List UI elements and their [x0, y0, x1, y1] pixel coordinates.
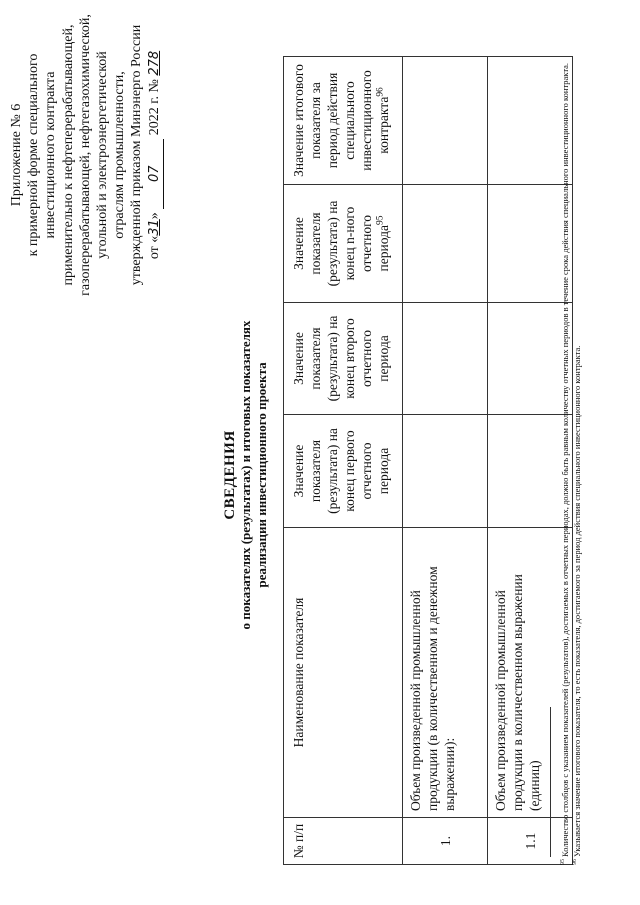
appendix-line: газоперерабатывающей, нефтегазохимической,	[77, 14, 93, 296]
date-prefix: от «	[146, 235, 162, 260]
appendix-line: угольной и электроэнергетической	[95, 51, 111, 259]
row-name: Объем произведенной промышленной продукции в количественном выражении (единиц)	[488, 528, 573, 818]
handwritten-month-field	[146, 139, 164, 209]
row-name: Объем произведенной промышленной продукции (в количественном и денежном выражении):	[403, 528, 488, 818]
footnote-ref-95: 95	[375, 215, 386, 226]
appendix-header	[8, 5, 164, 305]
title-line-2: реализации инвестиционного проекта	[254, 362, 269, 588]
footnote-text: Количество столбцов с указанием показателей (результатов), достигаемых в отчетных периодах, должно быть равным количеству отчетных периодов в течение срока действия специального инвестиционного контракта.	[560, 62, 570, 857]
header-name: Наименование показателя	[284, 528, 403, 818]
footnote-95	[560, 25, 571, 865]
date-year: 2022 г. №	[146, 79, 162, 136]
table-row	[403, 57, 488, 865]
appendix-line: инвестиционного контракта	[43, 71, 59, 239]
footnotes	[560, 25, 584, 865]
title-line-1: о показателях (результатах) и итоговых показателях	[238, 320, 253, 630]
footnote-separator	[550, 707, 551, 857]
appendix-line: применительно к нефтеперерабатывающей,	[60, 24, 76, 286]
table-header-row	[284, 57, 403, 865]
handwritten-day: 31	[146, 219, 162, 236]
header-nth-period	[284, 185, 403, 303]
handwritten-month: 07	[146, 165, 162, 182]
header-first-period: Значение показателя (результата) на конец первого отчетного периода	[284, 415, 403, 528]
title-heading: СВЕДЕНИЯ	[222, 430, 238, 520]
handwritten-order-number: 278	[146, 50, 162, 76]
row-cell-empty	[403, 185, 488, 303]
document-title	[222, 195, 270, 755]
row-cell-empty	[403, 303, 488, 415]
row-cell-empty	[403, 57, 488, 185]
footnote-mark: 95	[560, 859, 567, 865]
order-date-line	[146, 5, 164, 305]
header-total-text: Значение итогового показателя за период действия специального инвестиционного контракта	[291, 64, 391, 177]
row-num: 1.	[403, 818, 488, 865]
indicators-table	[283, 56, 573, 865]
appendix-line: Приложение № 6	[9, 103, 24, 207]
appendix-line: к примерной форме специального	[26, 53, 42, 257]
row-num: 1.1	[488, 818, 573, 865]
header-second-period: Значение показателя (результата) на конец второго отчетного периода	[284, 303, 403, 415]
footnote-mark: 96	[572, 859, 579, 865]
header-num: № п/п	[284, 818, 403, 865]
footnote-96	[572, 25, 583, 865]
appendix-line: утвержденной приказом Минэнерго России	[129, 24, 145, 286]
appendix-line: отраслям промышленности,	[112, 71, 128, 239]
footnote-ref-96: 96	[375, 87, 386, 97]
date-mid: »	[146, 212, 162, 220]
footnote-text: Указывается значение итогового показателя, то есть показателя, достигаемого за период действия специального инвестиционного контракта.	[572, 345, 582, 857]
row-cell-empty	[403, 415, 488, 528]
header-total	[284, 57, 403, 185]
header-nth-text: Значение показателя (результата) на конец n-ного отчетного периода	[291, 200, 391, 287]
